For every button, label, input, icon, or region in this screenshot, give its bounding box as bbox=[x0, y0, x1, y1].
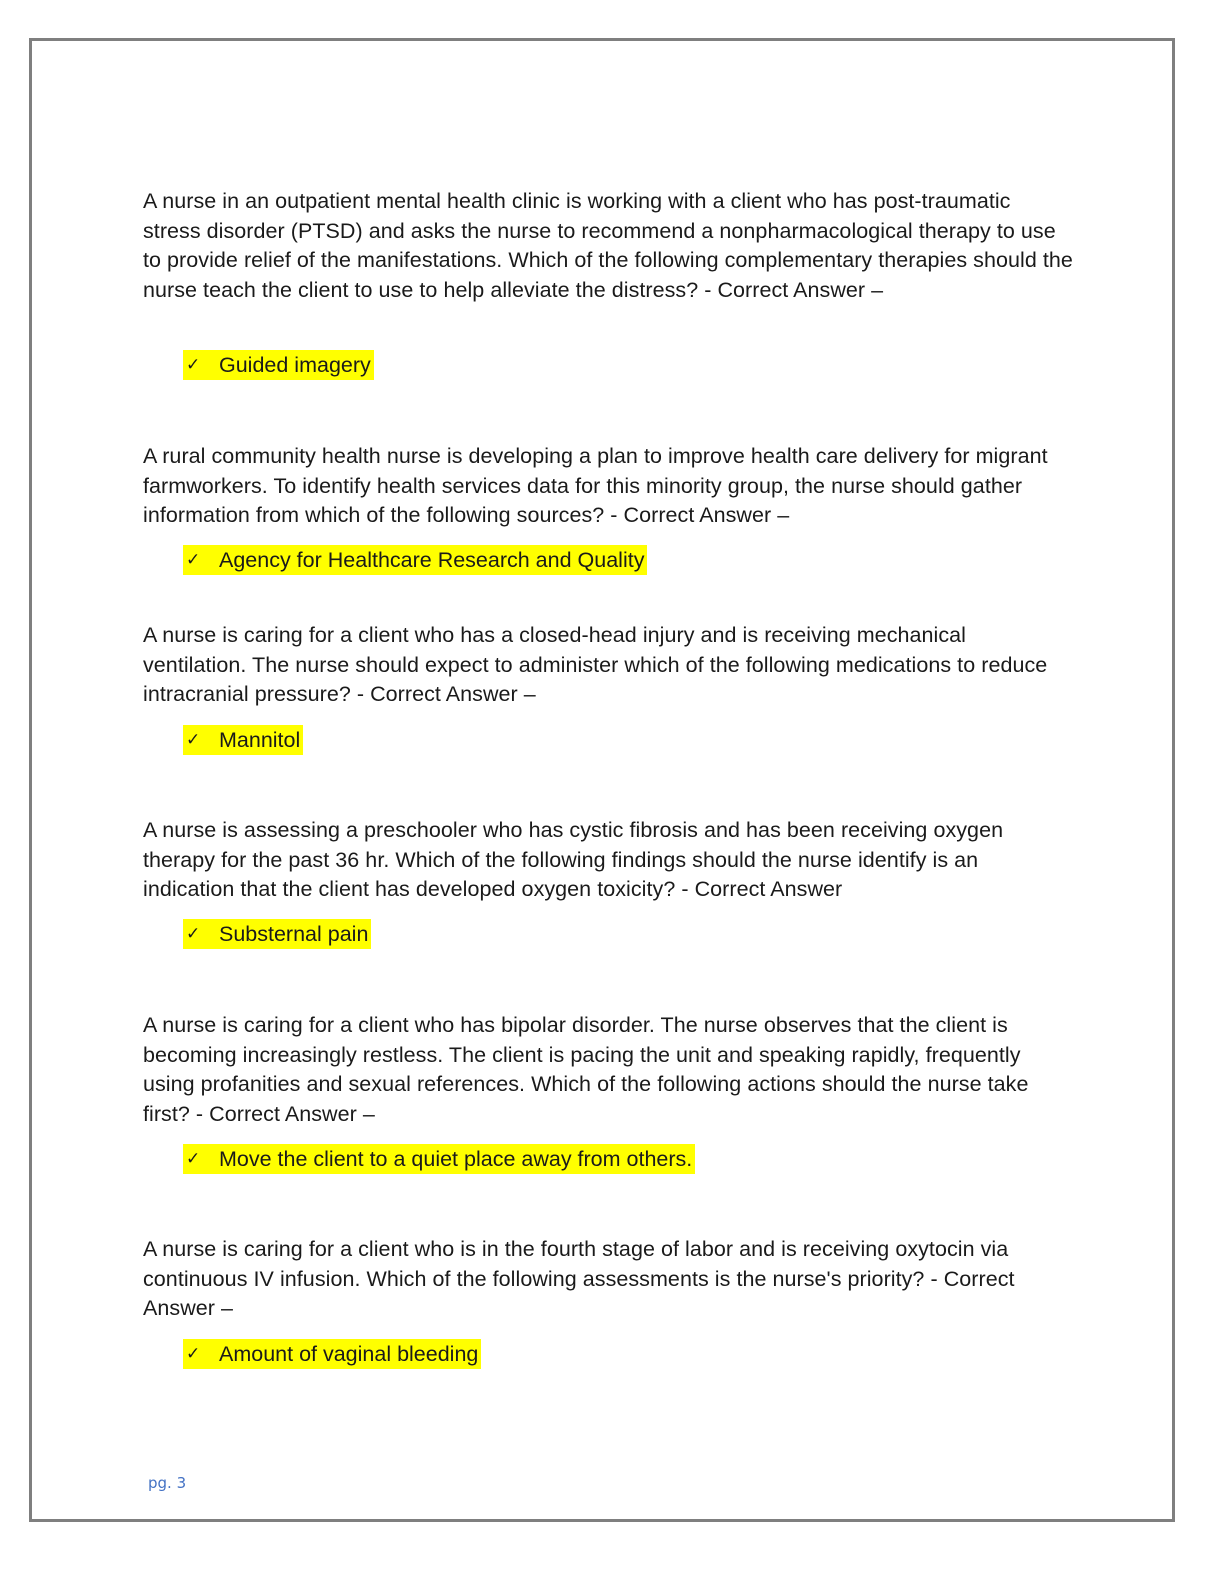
answer-highlight bbox=[183, 350, 374, 380]
answer-text: Substernal pain bbox=[219, 922, 369, 946]
checkmark-icon: ✓ bbox=[186, 355, 201, 375]
answer-highlight bbox=[183, 1144, 695, 1174]
answer-highlight bbox=[183, 725, 303, 755]
question-block bbox=[143, 442, 1073, 572]
answer-row bbox=[183, 350, 374, 380]
question-text: A nurse is assessing a preschooler who has cystic fibrosis and has been receiving oxygen therapy for the past 36 hr. Which of the following findings should the nurse identify is an indication that the client has developed oxygen toxicity? - Correct Answer bbox=[143, 818, 1004, 902]
question-block bbox=[143, 816, 1073, 946]
answer-row bbox=[183, 725, 303, 755]
answer-text: Move the client to a quiet place away from others. bbox=[219, 1147, 693, 1171]
question-text: A nurse is caring for a client who has a closed-head injury and is receiving mechanical ventilation. The nurse should expect to administer which of the following medications to reduce intracranial pressure? - Correct Answer – bbox=[143, 623, 1048, 707]
answer-row bbox=[183, 919, 371, 949]
answer-text: Amount of vaginal bleeding bbox=[219, 1342, 479, 1366]
answer-row bbox=[183, 1144, 695, 1174]
checkmark-icon: ✓ bbox=[186, 1344, 201, 1364]
question-text: A rural community health nurse is developing a plan to improve health care delivery for migrant farmworkers. To identify health services data for this minority group, the nurse should gather information from which of the following sources? - Correct Answer – bbox=[143, 444, 1048, 528]
question-block bbox=[143, 187, 1073, 377]
question-block bbox=[143, 621, 1073, 752]
answer-row bbox=[183, 545, 647, 575]
answer-text: Guided imagery bbox=[219, 353, 371, 377]
checkmark-icon: ✓ bbox=[186, 730, 201, 750]
page-number: pg. 3 bbox=[148, 1474, 187, 1492]
question-text: A nurse in an outpatient mental health clinic is working with a client who has post-traumatic stress disorder (PTSD) and asks the nurse to recommend a nonpharmacological therapy to use to provide relief of the manifestations. Which of the following complementary therapies should the nurse teach the client to use to help alleviate the distress? - Correct Answer – bbox=[143, 189, 1073, 302]
checkmark-icon: ✓ bbox=[186, 550, 201, 570]
question-text: A nurse is caring for a client who has bipolar disorder. The nurse observes that the client is becoming increasingly restless. The client is pacing the unit and speaking rapidly, frequently using profanities and sexual references. Which of the following actions should the nurse take first? - Correct Answer – bbox=[143, 1013, 1029, 1126]
checkmark-icon: ✓ bbox=[186, 924, 201, 944]
question-block bbox=[143, 1235, 1073, 1366]
answer-highlight bbox=[183, 919, 371, 949]
answer-highlight bbox=[183, 545, 647, 575]
answer-text: Mannitol bbox=[219, 728, 301, 752]
answer-highlight bbox=[183, 1339, 481, 1369]
checkmark-icon: ✓ bbox=[186, 1149, 201, 1169]
question-block bbox=[143, 1011, 1073, 1171]
answer-text: Agency for Healthcare Research and Quality bbox=[219, 548, 645, 572]
question-text: A nurse is caring for a client who is in the fourth stage of labor and is receiving oxytocin via continuous IV infusion. Which of the following assessments is the nurse's priority? - Correct Answer – bbox=[143, 1237, 1015, 1321]
answer-row bbox=[183, 1339, 481, 1369]
